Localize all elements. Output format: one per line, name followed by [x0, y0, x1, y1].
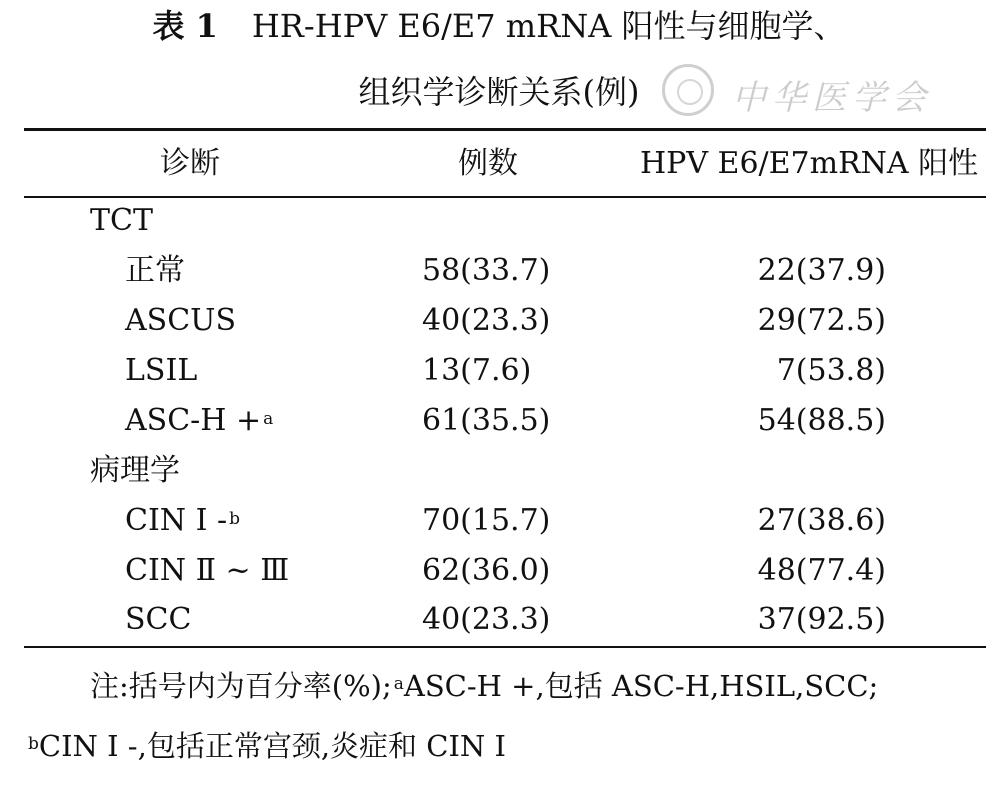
footnote-line2	[26, 728, 506, 764]
row-positive: 7(53.8)	[776, 353, 886, 388]
row-count: 40(23.3)	[422, 602, 551, 637]
row-name: SCC	[125, 602, 192, 637]
table-bottom-rule	[24, 646, 986, 648]
row-count: 58(33.7)	[422, 253, 551, 288]
row-positive: 48(77.4)	[757, 553, 886, 588]
footnote-mark-b: b	[28, 734, 39, 754]
footnote-b-text: CIN Ⅰ -,包括正常宫颈,炎症和 CIN Ⅰ	[38, 729, 506, 763]
row-count: 62(36.0)	[422, 553, 551, 588]
row-name: CIN Ⅰ -	[125, 503, 228, 538]
footnote-mark-a: a	[393, 674, 404, 694]
row-count: 70(15.7)	[422, 503, 551, 538]
footnote-mark-b: b	[229, 509, 241, 529]
row-positive: 22(37.9)	[757, 253, 886, 288]
row-positive: 37(92.5)	[757, 602, 886, 637]
header-diagnosis: 诊断	[160, 146, 220, 181]
row-name: CIN Ⅱ ~ Ⅲ	[125, 553, 290, 588]
footnote-a-text: ASC-H +,包括 ASC-H,HSIL,SCC;	[403, 669, 879, 703]
row-name: LSIL	[125, 353, 198, 388]
row-name: 正常	[125, 253, 185, 288]
table-label: 表 1	[152, 7, 218, 45]
row-positive: 27(38.6)	[757, 503, 886, 538]
row-count: 13(7.6)	[422, 353, 532, 388]
table-top-rule	[24, 128, 986, 131]
society-seal-logo	[662, 64, 714, 116]
header-count: 例数	[458, 146, 518, 181]
group-label-pathology: 病理学	[90, 453, 180, 488]
footnote-prefix: 注:括号内为百分率(%);	[90, 669, 392, 703]
row-positive: 54(88.5)	[757, 403, 886, 438]
header-positive: HPV E6/E7mRNA 阳性	[640, 146, 979, 181]
row-name: ASCUS	[125, 303, 237, 338]
table-title-line2: 组织学诊断关系(例)	[358, 73, 640, 111]
footnote-line1	[90, 668, 878, 704]
row-name: ASC-H +	[125, 403, 262, 438]
table-title-line1: HR-HPV E6/E7 mRNA 阳性与细胞学、	[251, 7, 846, 45]
row-positive: 29(72.5)	[757, 303, 886, 338]
table-caption-line1	[0, 6, 998, 46]
watermark-text: 中华医学会	[732, 78, 932, 118]
watermark	[662, 62, 962, 122]
row-count: 40(23.3)	[422, 303, 551, 338]
table-header-rule	[24, 196, 986, 198]
row-count: 61(35.5)	[422, 403, 551, 438]
footnote-mark-a: a	[263, 409, 274, 429]
group-label-tct: TCT	[90, 203, 153, 238]
